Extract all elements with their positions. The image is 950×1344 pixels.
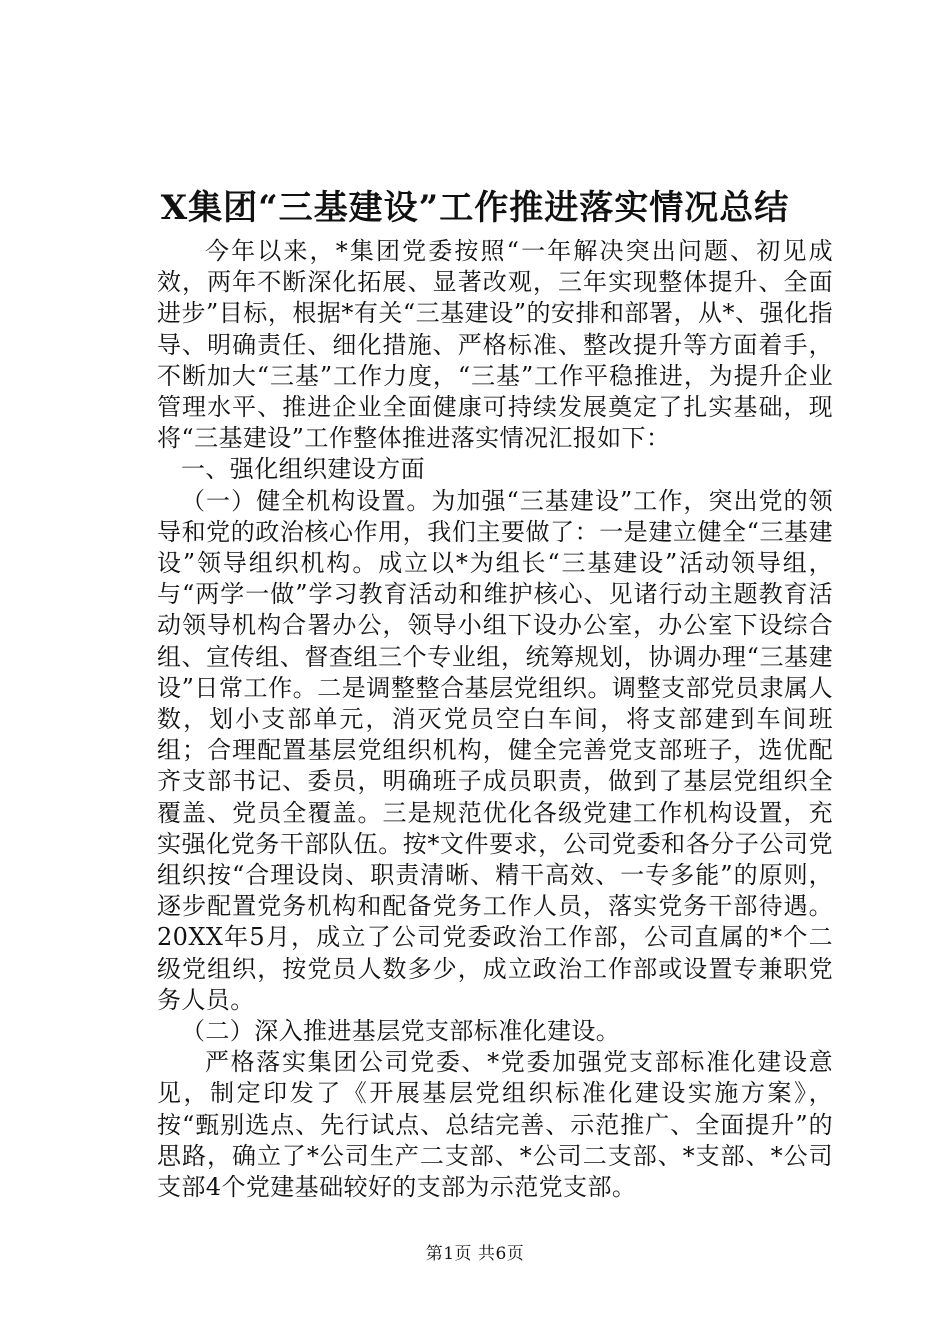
page-footer: 第1页 共6页 [425, 1244, 525, 1264]
subsection-heading-2: （二）深入推进基层党支部标准化建设。 [181, 1017, 621, 1046]
subsection-paragraph-1: （一）健全机构设置。为加强“三基建设”工作，突出党的领导和党的政治核心作用，我们主要做了：一是建立健全“三基建设”领导组织机构。成立以*为组长“三基建设”活动领导组，与“两学一做”学习教育活动和维护核心、见诸行动主题教育活动领导机构合署办公，领导小组下设办公室，办公室下设综合组、宣传组、督查组三个专业组，统筹规划，协调办理“三基建设”日常工作。二是调整整合基层党组织。调整支部党员隶属人数，划小支部单元，消灭党员空白车间，将支部建到车间班组；合理配置基层党组织机构，健全完善党支部班子，选优配齐支部书记、委员，明确班子成员职责，做到了基层党组织全覆盖、党员全覆盖。三是规范优化各级党建工作机构设置，充实强化党务干部队伍。按*文件要求，公司党委和各分子公司党组织按“合理设岗、职责清晰、精干高效、一专多能”的原则，逐步配置党务机构和配备党务工作人员，落实党务干部待遇。20XX年5月，成立了公司党委政治工作部，公司直属的*个二级党组织，按党员人数多少，成立政治工作部或设置专兼职党务人员。 [157, 486, 833, 1014]
section-heading-1: 一、强化组织建设方面 [181, 455, 425, 484]
document-body [157, 236, 833, 1203]
body-paragraph-standardization: 严格落实集团公司党委、*党委加强党支部标准化建设意见，制定印发了《开展基层党组织标准化建设实施方案》，按“甄别选点、先行试点、总结完善、示范推广、全面提升”的思路，确立了*公司生产二支部、*公司二支部、*支部、*公司支部4个党建基础较好的支部为示范党支部。 [157, 1048, 833, 1202]
intro-paragraph: 今年以来，*集团党委按照“一年解决突出问题、初见成效，两年不断深化拓展、显著改观，三年实现整体提升、全面进步”目标，根据*有关“三基建设”的安排和部署，从*、强化指导、明确责任、细化措施、严格标准、整改提升等方面着手，不断加大“三基”工作力度，“三基”工作平稳推进，为提升企业管理水平、推进企业全面健康可持续发展奠定了扎实基础，现将“三基建设”工作整体推进落实情况汇报如下： [157, 237, 833, 453]
document-title: X集团“三基建设”工作推进落实情况总结 [160, 188, 790, 228]
